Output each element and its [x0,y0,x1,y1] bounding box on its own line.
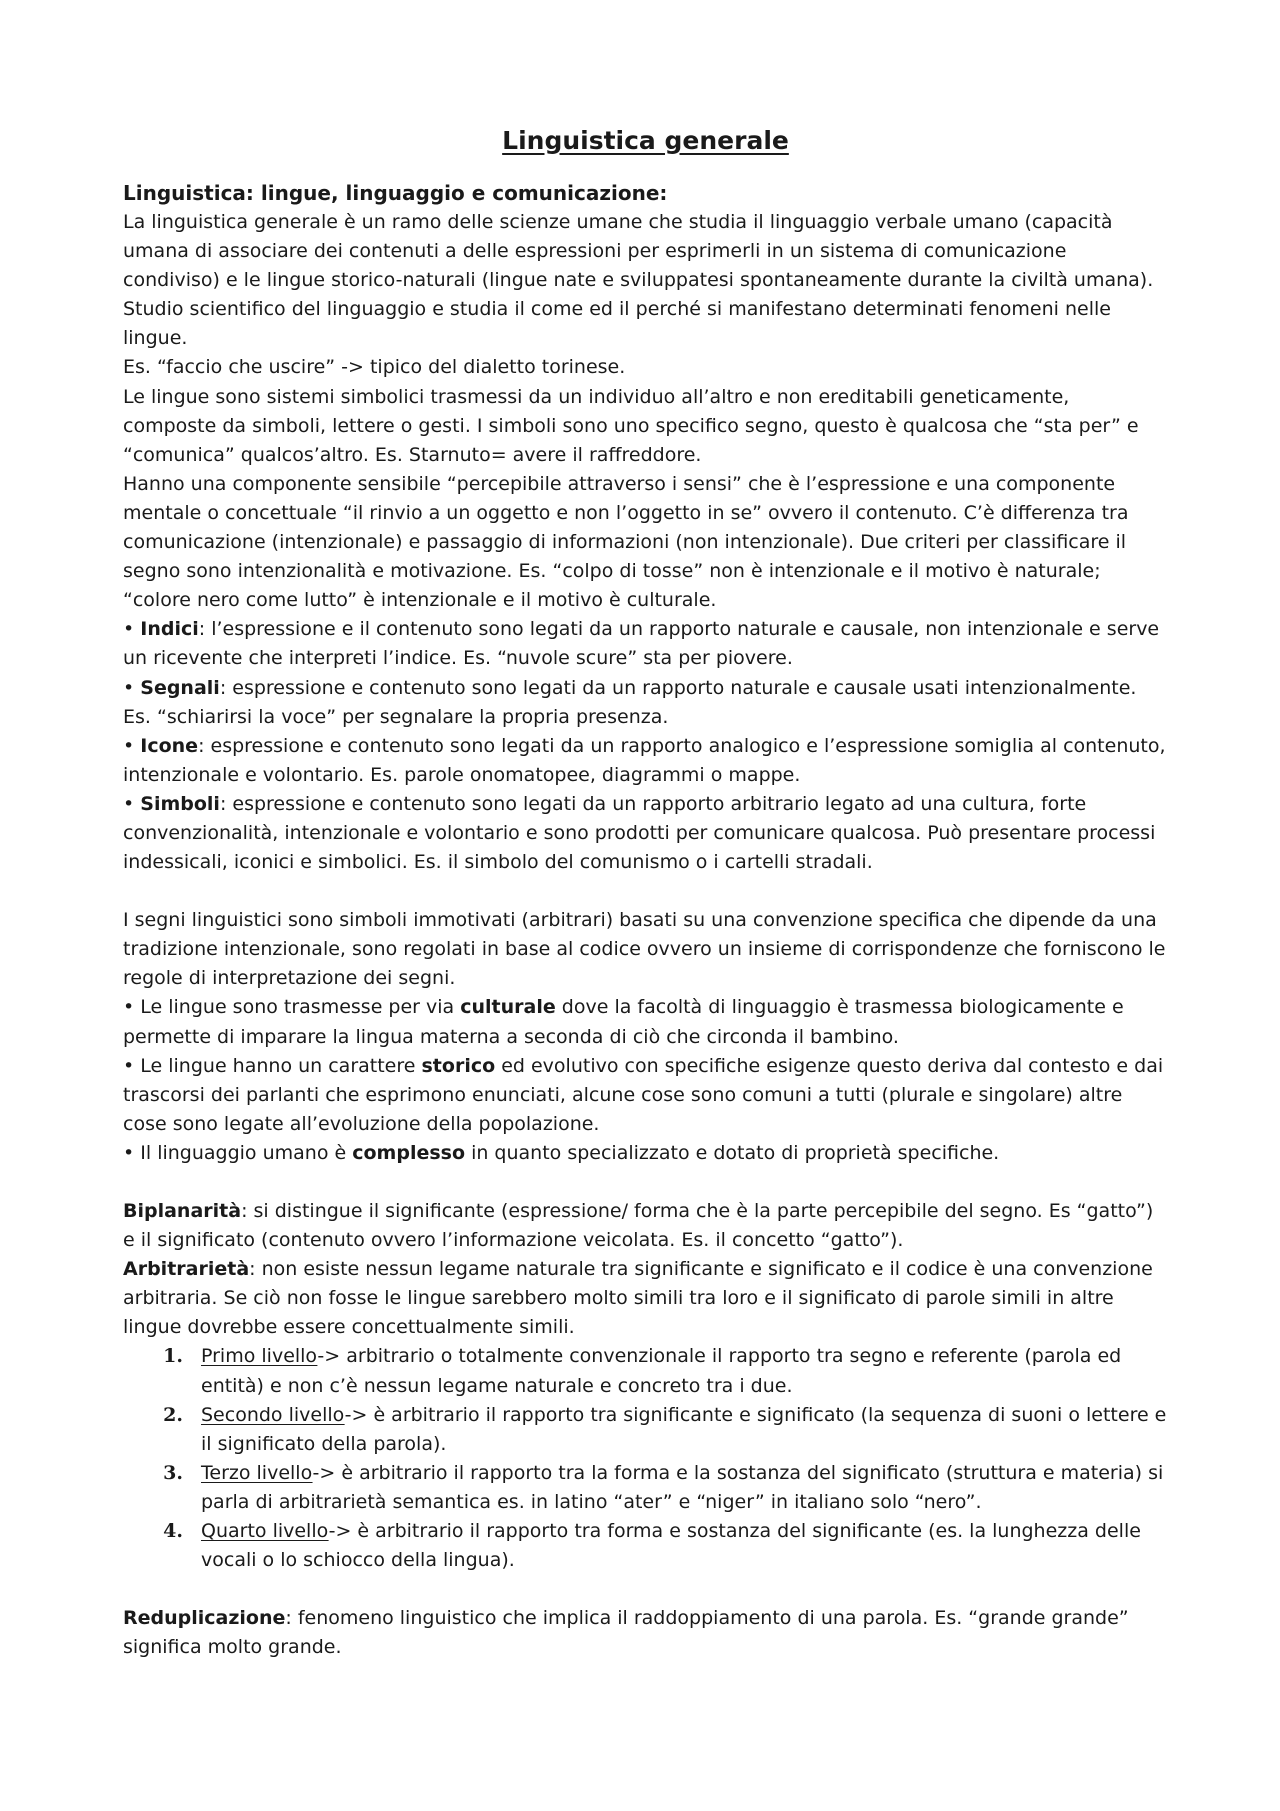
level-text: -> è arbitrario il rapporto tra la forma e la sostanza del significato (struttura e materia) si parla di arbitrarietà semantica es. in latino “ater” e “niger” in italiano solo “nero”. [201,1461,1164,1513]
list-number: 4. [163,1520,183,1543]
property-text-pre: Il linguaggio umano è [140,1141,353,1164]
list-item [123,1401,1168,1459]
property-item [123,1052,1168,1139]
paragraph: Le lingue sono sistemi simbolici trasmessi da un individuo all’altro e non ereditabili geneticamente, composte da simboli, lettere o gesti. I simboli sono uno specifico segno, questo è qualcosa che “sta per” e “comunica” qualcos’altro. Es. Starnuto= avere il raffreddore. [123,385,1139,466]
sign-type-item [123,615,1168,673]
sign-term: Icone [140,734,199,757]
list-item [123,1342,1168,1400]
sign-description: : espressione e contenuto sono legati da un rapporto arbitrario legato ad una cultura, forte convenzionalità, intenzionale e volontario e sono prodotti per comunicare qualcosa. Può presentare processi indessicali, iconici e simbolici. Es. il simbolo del comunismo o i cartelli stradali. [123,792,1156,874]
list-item-body [201,1401,1168,1459]
level-text: -> è arbitrario il rapporto tra forma e sostanza del significante (es. la lunghezza delle vocali o lo schiocco della lingua). [201,1520,1141,1572]
list-item [123,1459,1168,1517]
sign-description: : espressione e contenuto sono legati da un rapporto naturale e causale usati intenzionalmente. Es. “schiarirsi la voce” per segnalare la propria presenza. [123,676,1137,728]
sign-type-item [123,790,1168,877]
definition-term: Arbitrarietà [123,1258,250,1281]
definition-reduplicazione [123,1604,1168,1662]
definition-text: : fenomeno linguistico che implica il raddoppiamento di una parola. Es. “grande grande” significa molto grande. [123,1607,1129,1659]
paragraph: I segni linguistici sono simboli immotivati (arbitrari) basati su una convenzione specifica che dipende da una tradizione intenzionale, sono regolati in base al codice ovvero un insieme di corrispondenze che forniscono le regole di interpretazione dei segni. [123,909,1166,990]
paragraph-spacer [123,1575,1168,1604]
list-item-body [201,1459,1168,1517]
list-item-body [201,1517,1168,1575]
bullet: • [123,1141,135,1164]
definition-term: Reduplicazione [123,1607,286,1630]
paragraph-spacer [123,1168,1168,1197]
property-text-post: dove la facoltà di linguaggio è trasmessa biologicamente e permette di imparare la lingua materna a seconda di ciò che circonda il bambino. [123,996,1124,1048]
sign-term: Segnali [140,676,220,699]
sign-description: : espressione e contenuto sono legati da un rapporto analogico e l’espressione somiglia al contenuto, intenzionale e volontario. Es. parole onomatopee, diagrammi o mappe. [123,734,1166,786]
definition-arbitrarieta [123,1255,1168,1342]
sign-term: Indici [140,618,199,641]
bullet: • [123,996,135,1019]
paragraph: La linguistica generale è un ramo delle scienze umane che studia il linguaggio verbale umano (capacità umana di associare dei contenuti a delle espressioni per esprimerli in un sistema di comunicazione condiviso) e le lingue storico-naturali (lingue nate e sviluppatesi spontaneamente durante la civiltà umana). Studio scientifico del linguaggio e studia il come ed il perché si manifestano determinati fenomeni nelle lingue. [123,211,1154,350]
property-keyword: storico [421,1054,496,1077]
bullet: • [123,792,135,815]
property-text-post: ed evolutivo con specifiche esigenze questo deriva dal contesto e dai trascorsi dei parlanti che esprimono enunciati, alcune cose sono comuni a tutti (plurale e singolare) altre cose sono legate all’evoluzione della popolazione. [123,1054,1164,1135]
sign-description: : l’espressione e il contenuto sono legati da un rapporto naturale e causale, non intenzionale e serve un ricevente che interpreti l’indice. Es. “nuvole scure” sta per piovere. [123,618,1160,670]
property-text-pre: Le lingue hanno un carattere [140,1054,422,1077]
definition-biplanarita [123,1197,1168,1255]
definition-text: : non esiste nessun legame naturale tra significante e significato e il codice è una convenzione arbitraria. Se ciò non fosse le lingue sarebbero molto simili tra loro e il significato di parole simili in altre lingue dovrebbe essere concettualmente simili. [123,1258,1153,1339]
property-text-pre: Le lingue sono trasmesse per via [140,996,461,1019]
list-number: 1. [163,1345,183,1368]
page-title: Linguistica generale [502,126,789,155]
property-keyword: culturale [460,996,556,1019]
bullet: • [123,618,135,641]
definition-text: : si distingue il significante (espressione/ forma che è la parte percepibile del segno. Es “gatto”) e il significato (contenuto ovvero l’informazione veicolata. Es. il concetto “gatto”). [123,1200,1154,1252]
sign-type-item [123,674,1168,732]
level-label: Primo livello [201,1345,318,1368]
paragraph: Es. “faccio che uscire” -> tipico del dialetto torinese. [123,356,626,379]
level-label: Secondo livello [201,1403,345,1426]
list-number: 2. [163,1403,183,1426]
paragraph: Hanno una componente sensibile “percepibile attraverso i sensi” che è l’espressione e una componente mentale o concettuale “il rinvio a un oggetto e non l’oggetto in se” ovvero il contenuto. C’è differenza tra comunicazione (intenzionale) e passaggio di informazioni (non intenzionale). Due criteri per classificare il segno sono intenzionalità e motivazione. Es. “colpo di tosse” non è intenzionale e il motivo è naturale; “colore nero come lutto” è intenzionale e il motivo è culturale. [123,472,1129,612]
property-text-post: in quanto specializzato e dotato di proprietà specifiche. [465,1141,1000,1164]
definition-term: Biplanarità [123,1200,242,1222]
arbitrariness-levels-list [123,1342,1168,1575]
list-number: 3. [163,1461,183,1484]
property-item [123,1139,1168,1168]
level-label: Terzo livello [201,1461,313,1484]
section-heading: Linguistica: lingue, linguaggio e comunicazione: [123,181,668,205]
property-keyword: complesso [352,1141,466,1164]
sign-type-item [123,732,1168,790]
level-text: -> è arbitrario il rapporto tra significante e significato (la sequenza di suoni o lettere e il significato della parola). [201,1403,1167,1455]
list-item-body [201,1342,1168,1400]
property-item [123,993,1168,1051]
paragraph-spacer [123,877,1168,906]
bullet: • [123,1054,135,1077]
bullet: • [123,676,135,699]
sign-term: Simboli [140,792,220,815]
bullet: • [123,734,135,757]
level-text: -> arbitrario o totalmente convenzionale il rapporto tra segno e referente (parola ed entità) e non c’è nessun legame naturale e concreto tra i due. [201,1345,1122,1397]
level-label: Quarto livello [201,1520,329,1543]
list-item [123,1517,1168,1575]
